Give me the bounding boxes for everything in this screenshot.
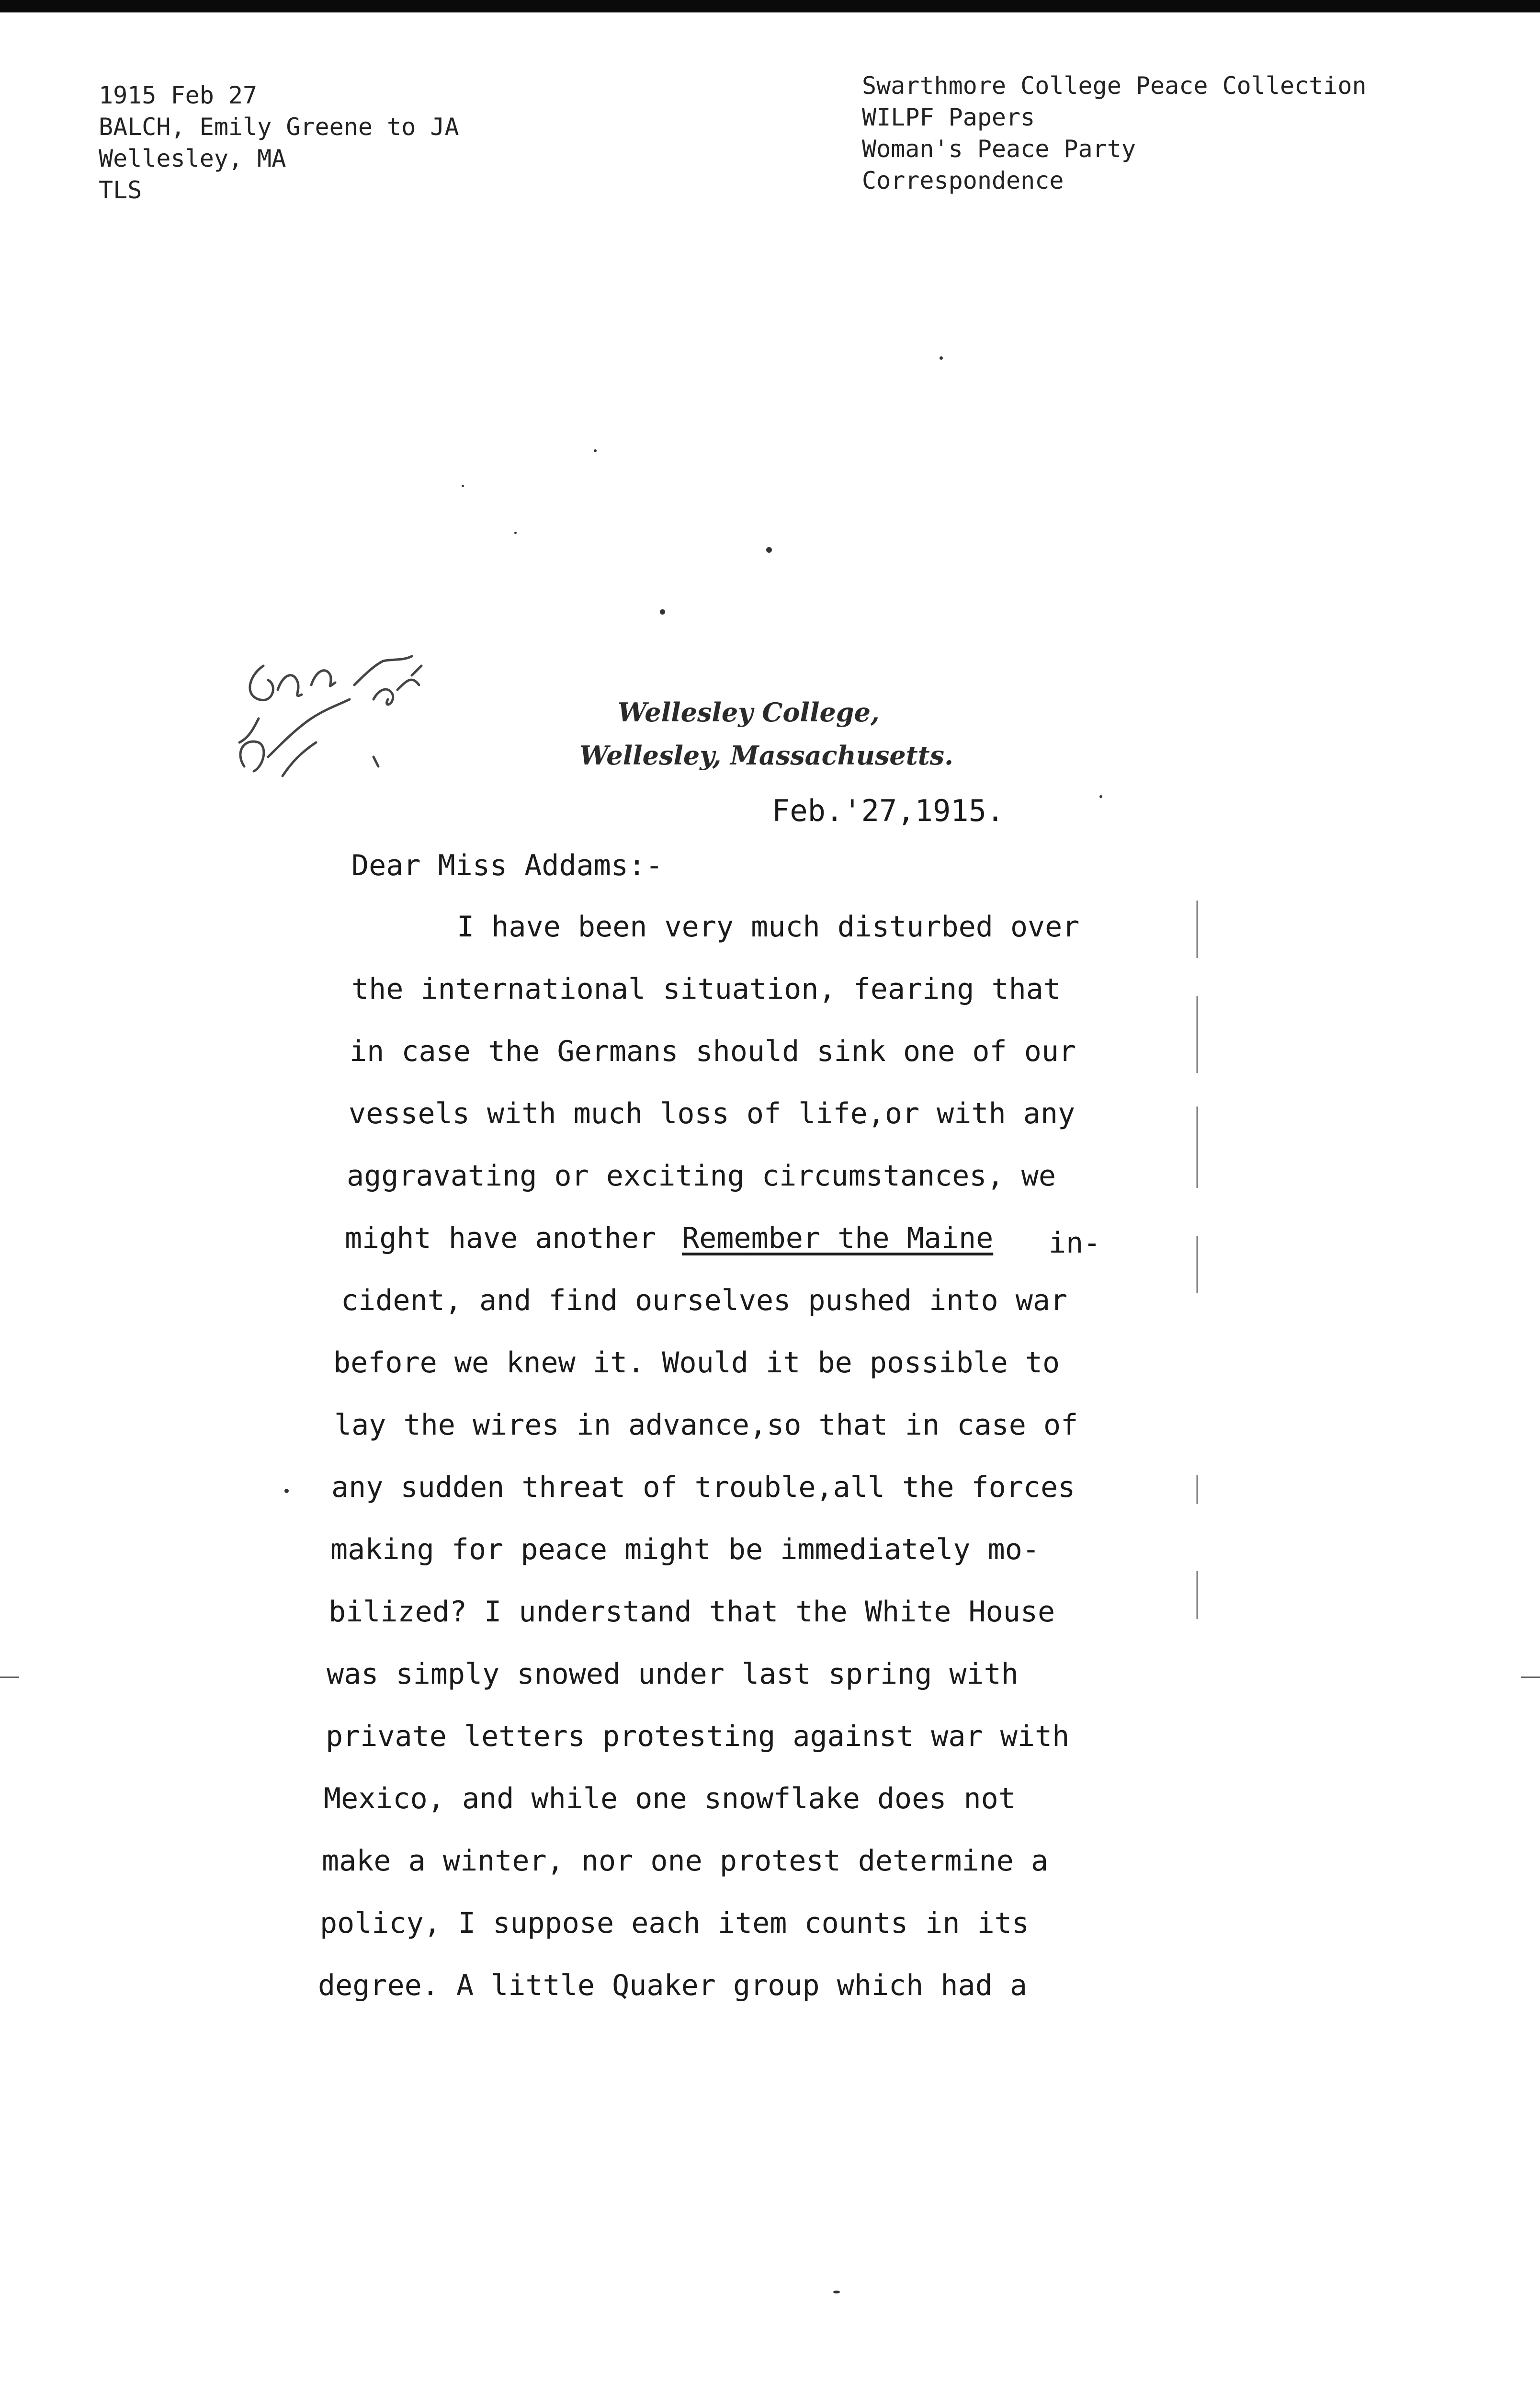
letterhead-address: Wellesley, Massachusetts. <box>579 740 953 771</box>
collection-subseries: Correspondence <box>862 167 1064 194</box>
scan-speck <box>462 485 464 487</box>
archive-citation <box>99 80 459 206</box>
salutation: Dear Miss Addams:- <box>351 849 663 882</box>
margin-mark <box>1196 901 1198 1619</box>
scan-speck <box>514 532 517 534</box>
handwritten-annotation <box>230 632 479 814</box>
scan-edge-tick <box>0 1676 19 1678</box>
body-line: making for peace might be immediately mo- <box>330 1533 1040 1566</box>
underlined-phrase: Remember the Maine <box>682 1221 994 1255</box>
citation-date: 1915 Feb 27 <box>99 81 258 109</box>
body-line: bilized? I understand that the White House <box>328 1595 1055 1629</box>
body-line: in- <box>1049 1226 1101 1260</box>
body-line: degree. A little Quaker group which had a <box>318 1969 1028 2002</box>
body-line: private letters protesting against war with <box>326 1720 1070 1753</box>
letter-date: Feb.'27,1915. <box>772 793 1005 828</box>
archive-collection <box>862 70 1367 196</box>
scan-speck <box>1099 795 1102 798</box>
scan-speck <box>660 609 665 615</box>
body-line: policy, I suppose each item counts in its <box>320 1906 1030 1940</box>
body-line: vessels with much loss of life,or with any <box>349 1097 1076 1130</box>
citation-place: Wellesley, MA <box>99 145 286 172</box>
body-line: Mexico, and while one snowflake does not <box>324 1782 1016 1815</box>
body-line: make a winter, nor one protest determine a <box>322 1844 1049 1878</box>
collection-name: Swarthmore College Peace Collection <box>862 72 1367 100</box>
body-line: before we knew it. Would it be possible to <box>333 1346 1060 1380</box>
body-line: was simply snowed under last spring with <box>327 1657 1019 1691</box>
scan-edge-tick <box>1521 1676 1540 1678</box>
body-line: might have another <box>345 1221 657 1255</box>
scan-speck <box>594 449 597 452</box>
scan-speck <box>284 1489 289 1493</box>
scan-top-border <box>0 0 1540 12</box>
scan-speck <box>766 547 772 553</box>
letterhead-college: Wellesley College, <box>618 697 880 728</box>
scan-speck <box>940 356 943 360</box>
body-line: the international situation, fearing that <box>351 972 1061 1006</box>
citation-type: TLS <box>99 176 142 204</box>
body-line: lay the wires in advance,so that in case of <box>334 1408 1078 1442</box>
scan-speck <box>833 2291 840 2293</box>
body-line: cident, and find ourselves pushed into war <box>341 1284 1068 1317</box>
body-line: in case the Germans should sink one of our <box>350 1035 1076 1068</box>
citation-correspondents: BALCH, Emily Greene to JA <box>99 113 459 141</box>
body-line: aggravating or exciting circumstances, we <box>347 1159 1056 1193</box>
collection-series: Woman's Peace Party <box>862 135 1136 163</box>
collection-papers: WILPF Papers <box>862 103 1035 131</box>
body-line: any sudden threat of trouble,all the forces <box>331 1471 1076 1504</box>
body-line: I have been very much disturbed over <box>457 910 1080 944</box>
